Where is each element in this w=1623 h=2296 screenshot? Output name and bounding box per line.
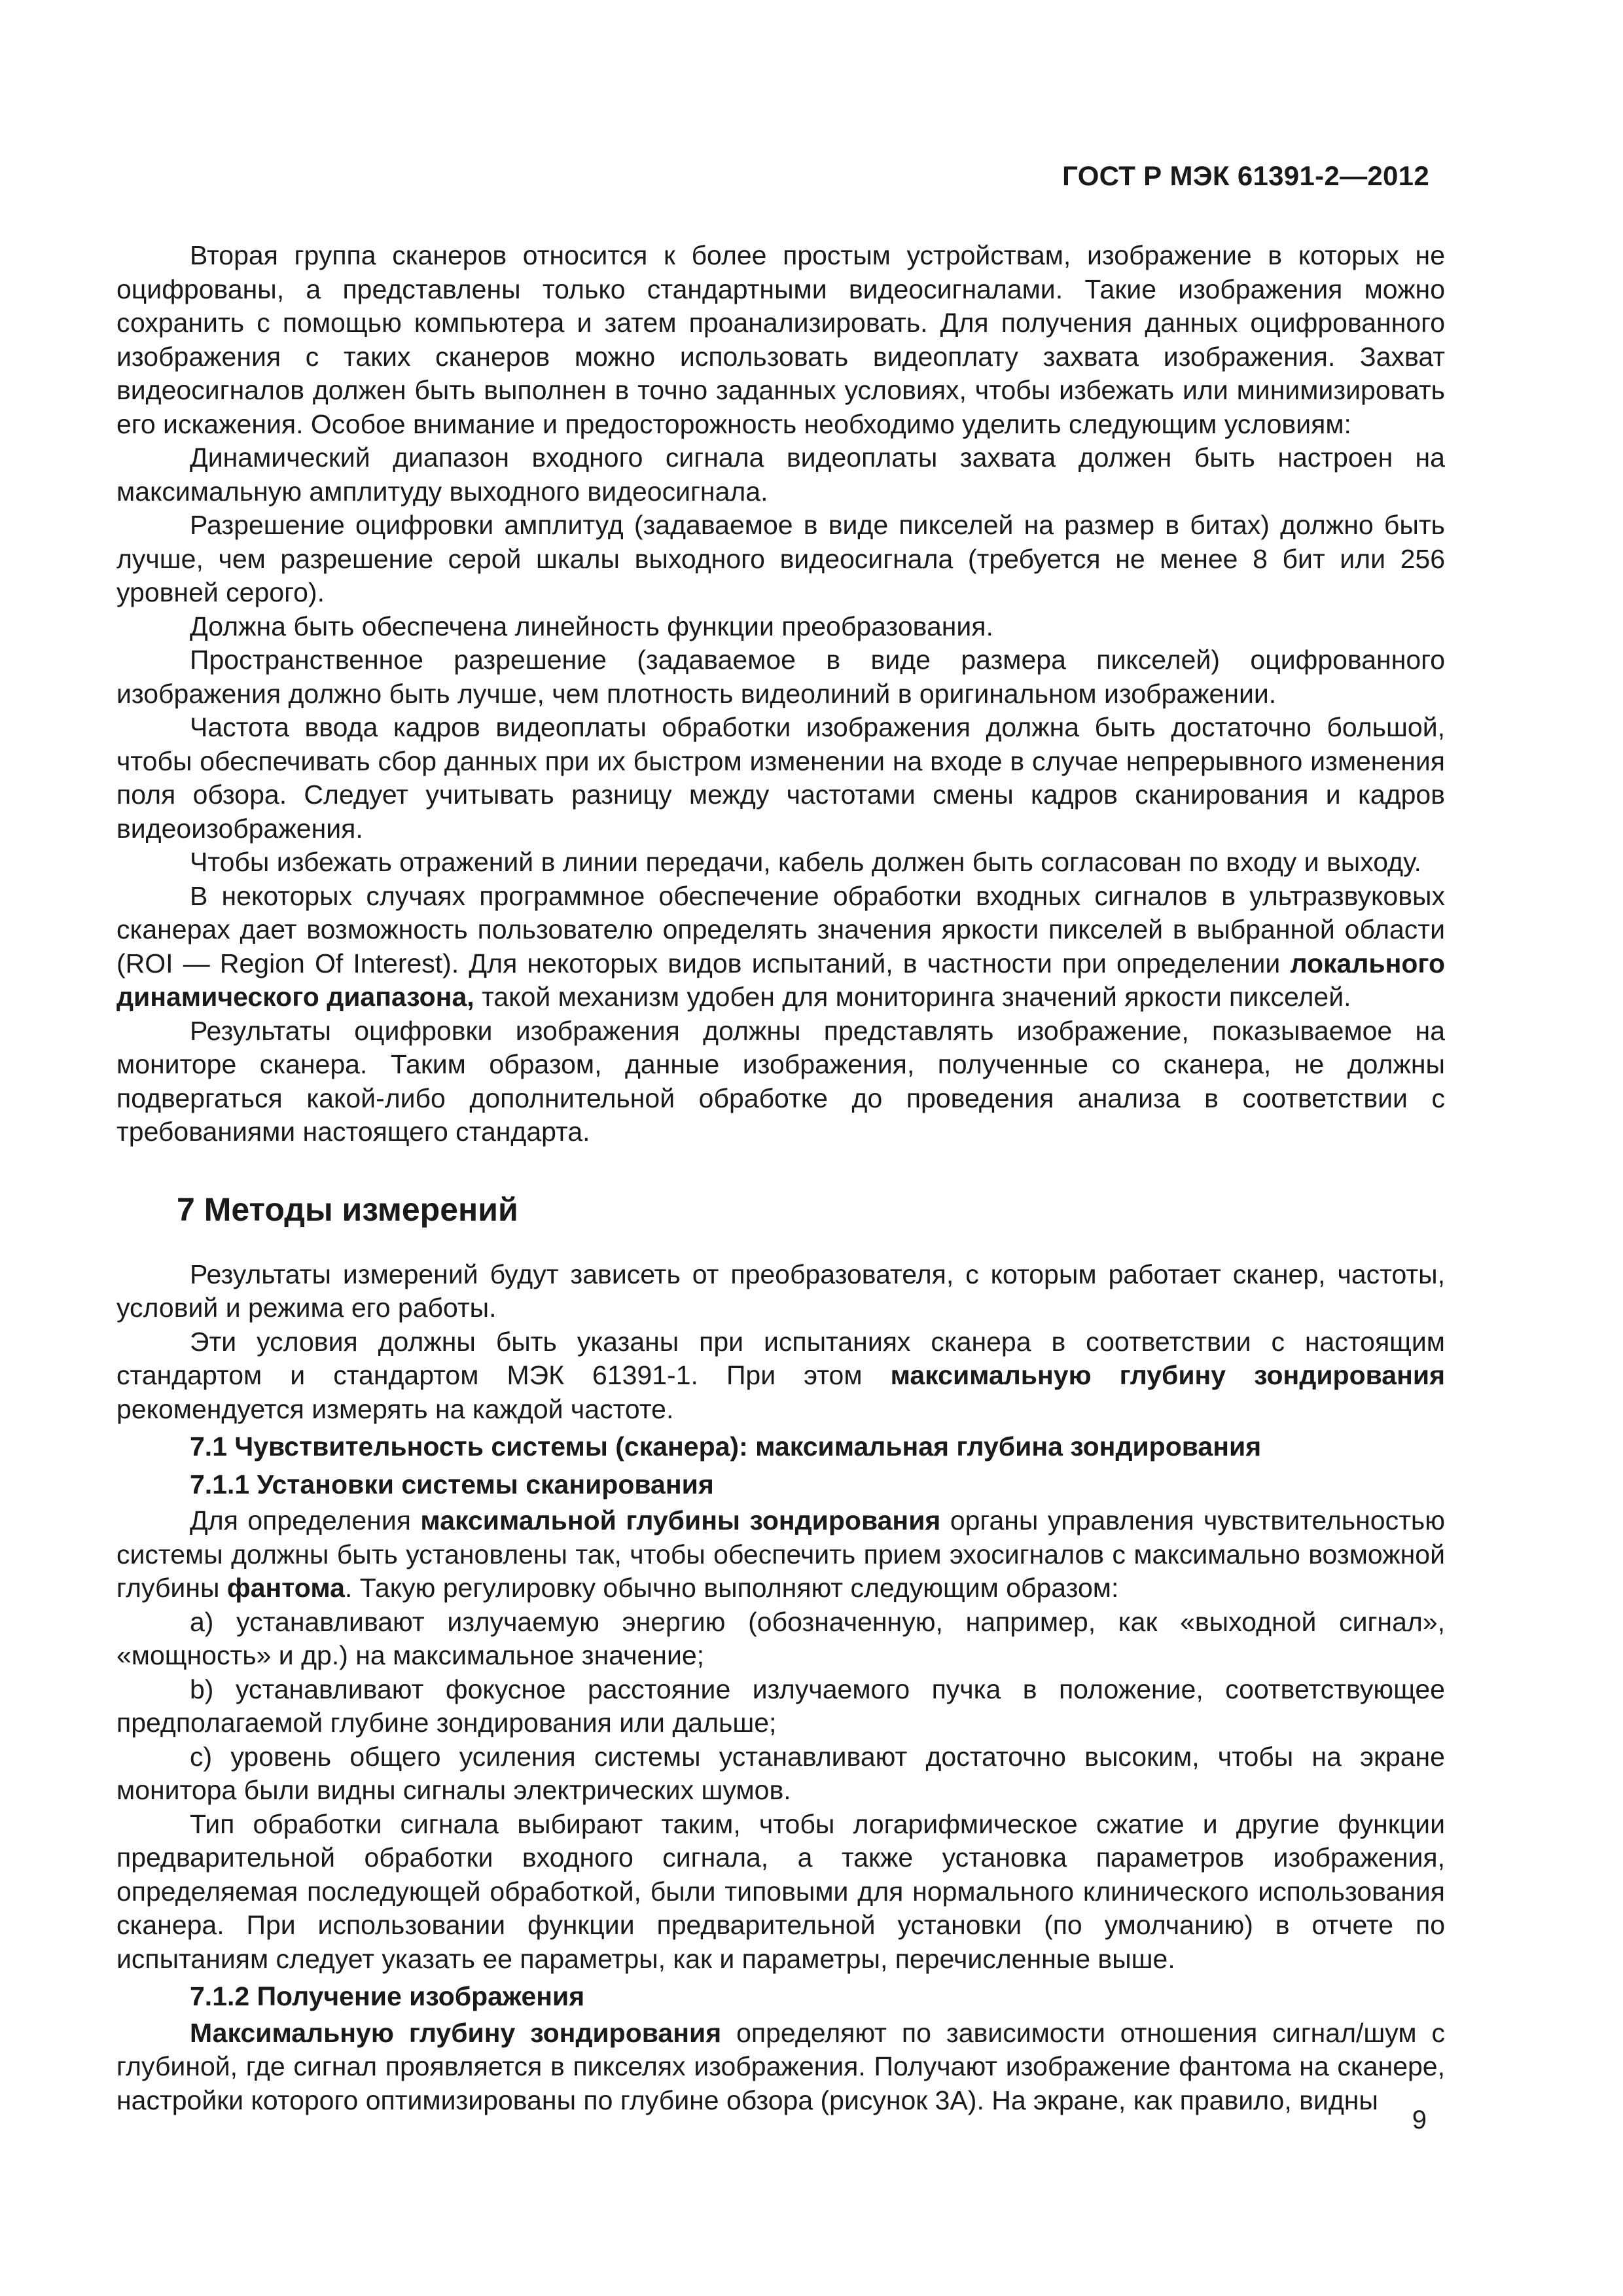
- text-run: рекомендуется измерять на каждой частоте.: [116, 1393, 674, 1424]
- paragraph: [116, 610, 1445, 644]
- paragraph: [116, 509, 1445, 610]
- paragraph: [116, 1808, 1445, 1977]
- text-run: Эти условия должны быть указаны при испытаниях сканера в соответствии с настоящим стандартом и стандартом МЭК 61391-1. При этом: [116, 1326, 1445, 1390]
- page-number: 9: [1412, 2106, 1427, 2134]
- paragraph: [116, 1258, 1445, 1325]
- body-top: [116, 239, 1445, 1149]
- bold-term: максимальную глубину зондирования: [890, 1360, 1445, 1390]
- text-run: такой механизм удобен для мониторинга значений яркости пикселей.: [474, 982, 1351, 1012]
- text-run: Тип обработки сигнала выбирают таким, чтобы логарифмическое сжатие и другие функции предварительной обработки входного сигнала, а также установка параметров изображения, определяемая последующей обработкой, были типовыми для нормального клинического использования сканера. При использовании функции предварительной установки (по умолчанию) в отчете по испытаниям следует указать ее параметры, как и параметры, перечисленные выше.: [116, 1808, 1445, 1974]
- text-run: Разрешение оцифровки амплитуд (задаваемое в виде пикселей на размер в битах) должно быть лучше, чем разрешение серой шкалы выходного видеосигнала (требуется не менее 8 бит или 256 уровней серого).: [116, 510, 1445, 607]
- section-7-1-2-body: [116, 2017, 1445, 2118]
- text-run: b) устанавливают фокусное расстояние излучаемого пучка в положение, соответствующее предполагаемой глубине зондирования или дальше;: [116, 1674, 1445, 1738]
- paragraph: [116, 1325, 1445, 1427]
- paragraph: [116, 239, 1445, 441]
- page-content: [116, 239, 1445, 2117]
- text-run: Результаты измерений будут зависеть от преобразователя, с которым работает сканер, частоты, условий и режима его работы.: [116, 1259, 1445, 1323]
- list-item: [116, 1740, 1445, 1808]
- text-run: Пространственное разрешение (задаваемое в виде размера пикселей) оцифрованного изображения должно быть лучше, чем плотность видеолиний в оригинальном изображении.: [116, 645, 1445, 709]
- text-run: c) уровень общего усиления системы устанавливают достаточно высоким, чтобы на экране монитора были видны сигналы электрических шумов.: [116, 1741, 1445, 1805]
- text-run: Частота ввода кадров видеоплаты обработки изображения должна быть достаточно большой, чтобы обеспечивать сбор данных при их быстром изменении на входе в случае непрерывного изменения поля обзора. Следует учитывать разницу между частотами смены кадров сканирования и кадров видеоизображения.: [116, 712, 1445, 844]
- text-run: a) устанавливают излучаемую энергию (обозначенную, например, как «выходной сигнал», «мощность» и др.) на максимальное значение;: [116, 1606, 1445, 1670]
- text-run: . Такую регулировку обычно выполняют следующим образом:: [344, 1573, 1119, 1603]
- paragraph: [116, 1014, 1445, 1149]
- subsection-heading-7-1: 7.1 Чувствительность системы (сканера): максимальная глубина зондирования: [190, 1431, 1262, 1462]
- paragraph: [116, 1504, 1445, 1605]
- bold-term: локального динамического диапазона,: [116, 948, 1445, 1012]
- text-run: Вторая группа сканеров относится к более простым устройствам, изображение в которых не оцифрованы, а представлены только стандартными видеосигналами. Такие изображения можно сохранить с помощью компьютера и затем проанализировать. Для получения данных оцифрованного изображения с таких сканеров можно использовать видеоплату захвата изображения. Захват видеосигналов должен быть выполнен в точно заданных условиях, чтобы избежать или минимизировать его искажения. Особое внимание и предосторожность необходимо уделить следующим условиям:: [116, 240, 1445, 439]
- text-run: В некоторых случаях программное обеспечение обработки входных сигналов в ультразвуковых сканерах дает возможность пользователю определять значения яркости пикселей в выбранной области (ROI — Region Of Interest). Для некоторых видов испытаний, в частности при определении: [116, 880, 1445, 978]
- text-run: Результаты оцифровки изображения должны представлять изображение, показываемое на мониторе сканера. Таким образом, данные изображения, полученные со сканера, не должны подвергаться какой-либо дополнительной обработке до проведения анализа в соответствии с требованиями настоящего стандарта.: [116, 1015, 1445, 1147]
- paragraph: [116, 846, 1445, 880]
- section-7-1-1-body: [116, 1504, 1445, 1976]
- paragraph: [116, 880, 1445, 1014]
- list-item: [116, 1673, 1445, 1740]
- paragraph: [116, 711, 1445, 846]
- text-run: Должна быть обеспечена линейность функции преобразования.: [190, 611, 993, 641]
- subsection-heading-7-1-2: 7.1.2 Получение изображения: [190, 1981, 585, 2011]
- text-run: Динамический диапазон входного сигнала видеоплаты захвата должен быть настроен на максимальную амплитуду выходного видеосигнала.: [116, 442, 1445, 507]
- text-run: Для определения: [190, 1505, 421, 1535]
- text-run: определяют по зависимости отношения сигнал/шум с глубиной, где сигнал проявляется в пикселях изображения. Получают изображение фантома на сканере, настройки которого оптимизированы по глубине обзора (рисунок 3А). На экране, как правило, видны: [116, 2017, 1445, 2115]
- running-header-standard-code: ГОСТ Р МЭК 61391-2—2012: [1062, 160, 1429, 191]
- paragraph: [116, 2017, 1445, 2118]
- section-7-intro: [116, 1258, 1445, 1427]
- paragraph: [116, 441, 1445, 509]
- paragraph: [116, 643, 1445, 711]
- bold-term: максимальной глубины зондирования: [420, 1505, 941, 1535]
- text-run: Чтобы избежать отражений в линии передачи, кабель должен быть согласован по входу и выходу.: [190, 847, 1421, 877]
- bold-term: фантома: [226, 1573, 345, 1603]
- subsection-heading-7-1-1: 7.1.1 Установки системы сканирования: [190, 1469, 714, 1499]
- section-heading: 7 Методы измерений: [177, 1191, 518, 1228]
- bold-term: Максимальную глубину зондирования: [190, 2017, 722, 2048]
- list-item: [116, 1605, 1445, 1673]
- text-run: органы управления чувствительностью системы должны быть установлены так, чтобы обеспечить прием эхосигналов с максимально возможной глубины: [116, 1505, 1445, 1603]
